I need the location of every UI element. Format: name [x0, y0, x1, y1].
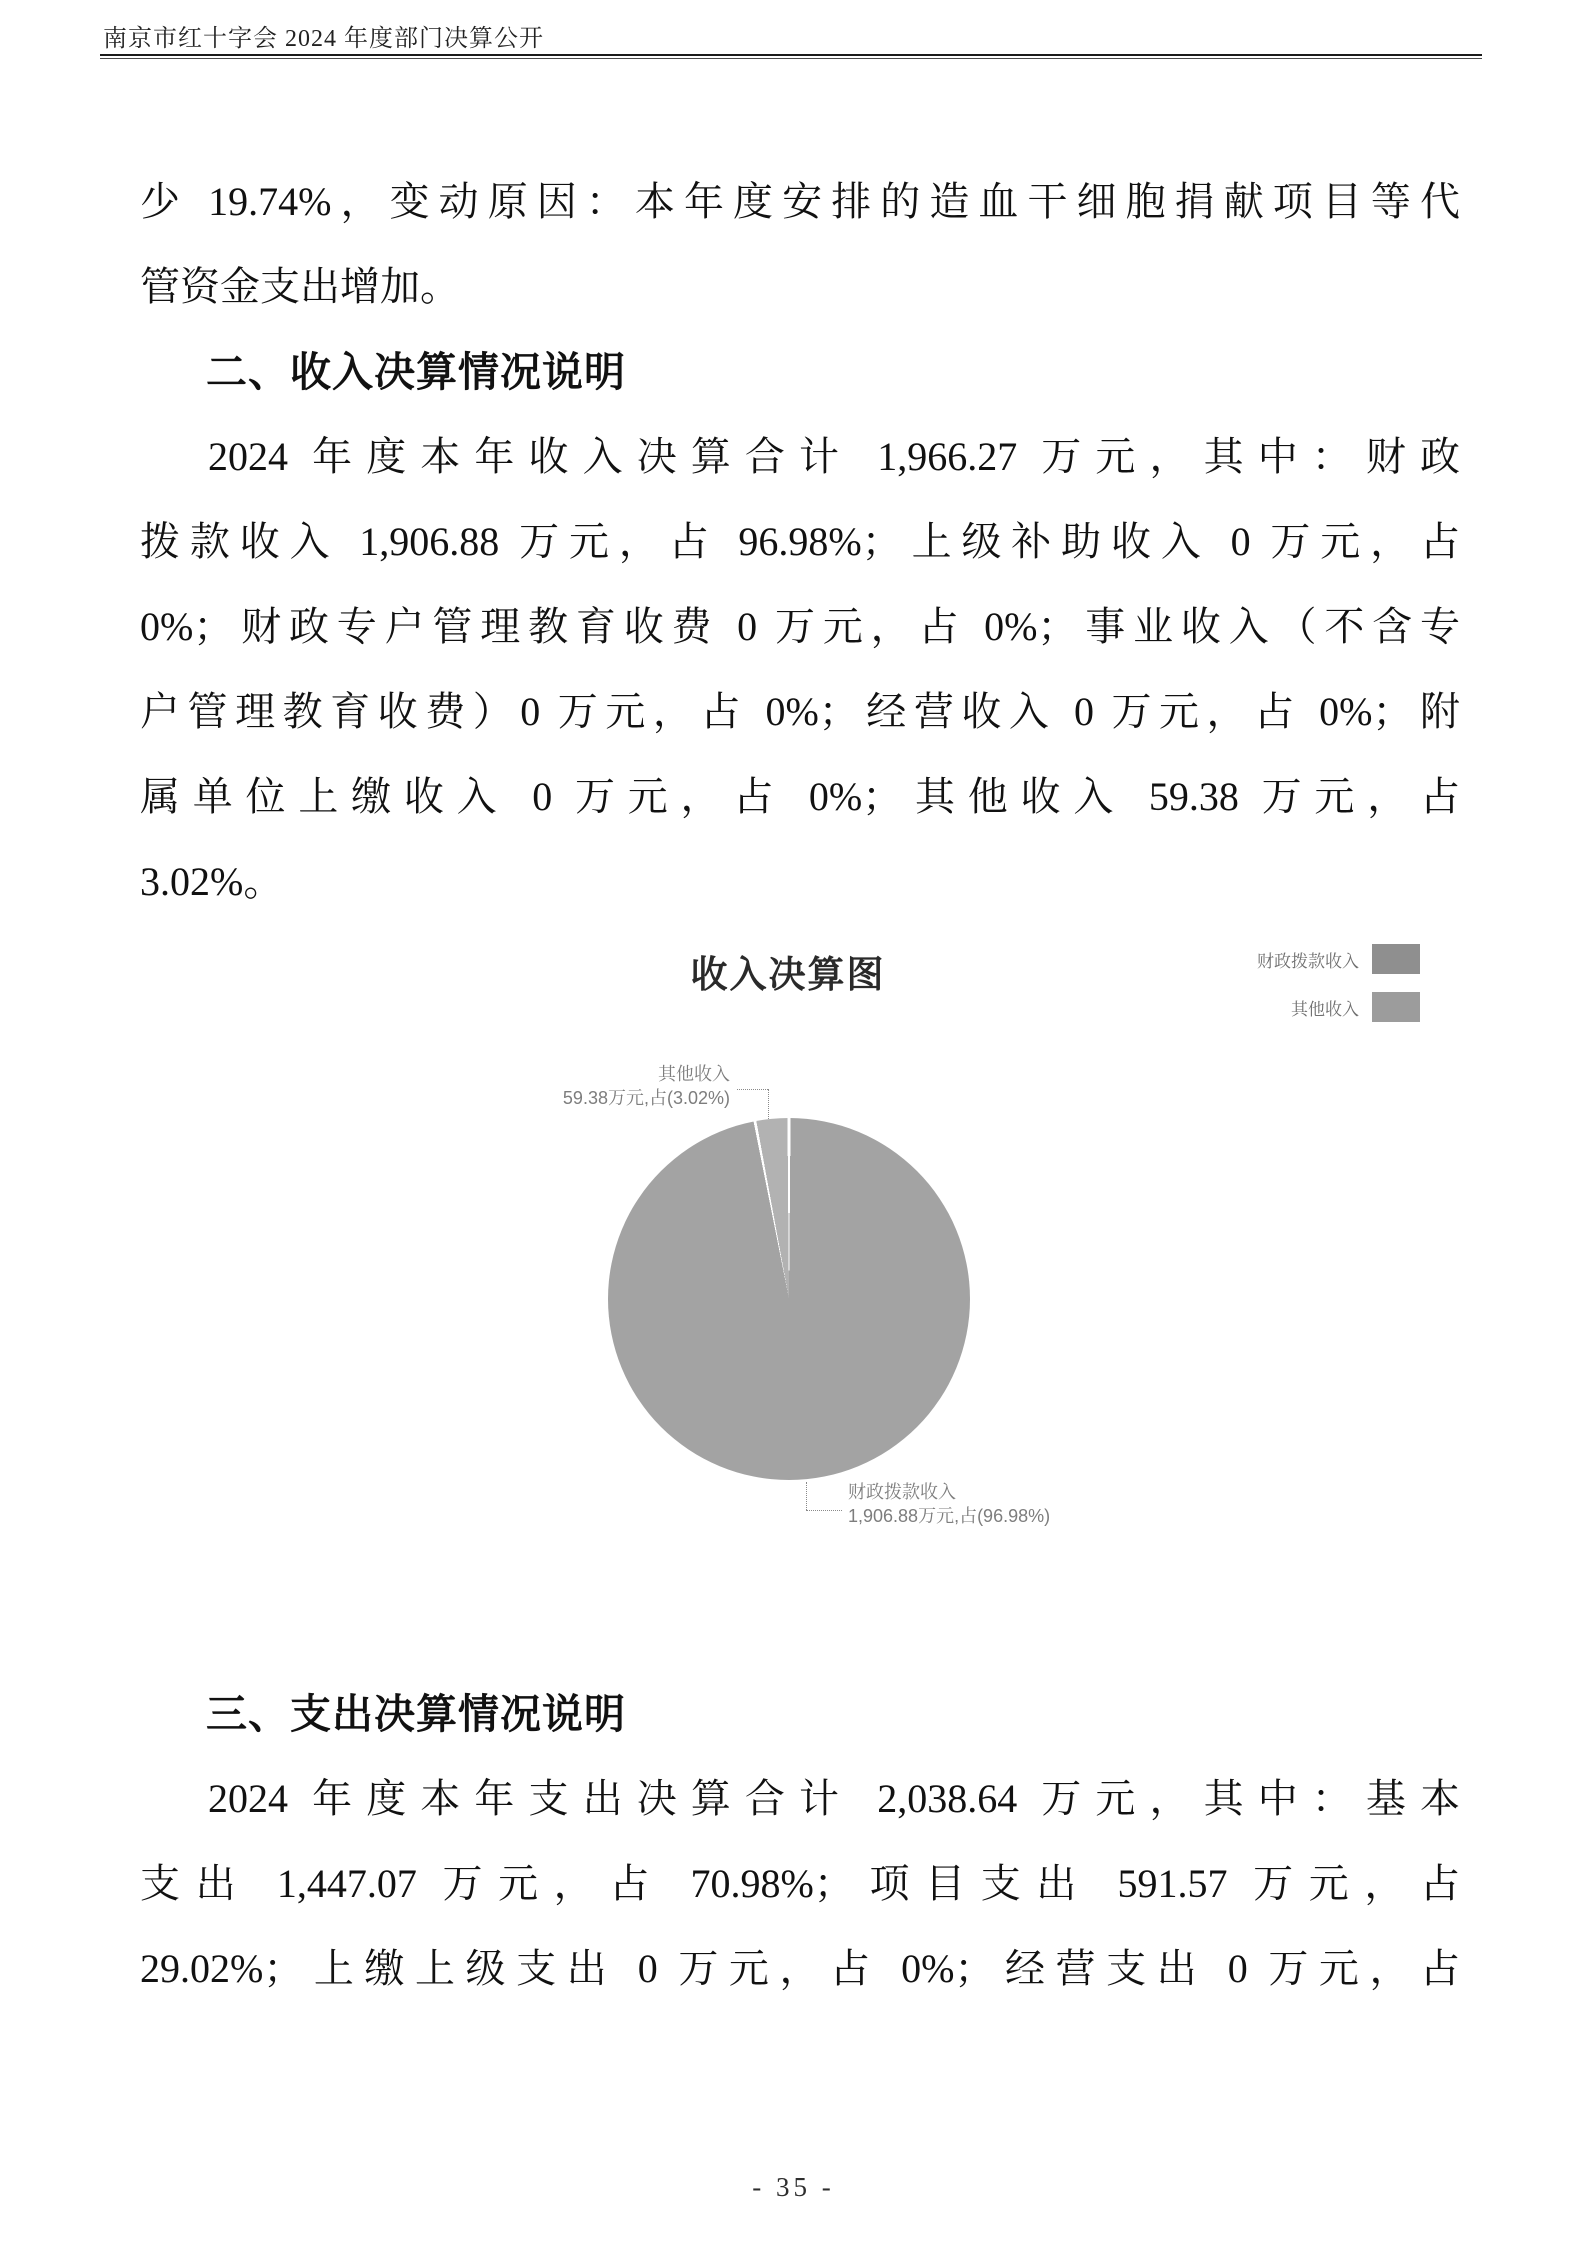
chart-title: 收入决算图	[690, 954, 886, 995]
paragraph-line: 户管理教育收费）0 万元，占 0%；经营收入 0 万元，占 0%；附	[140, 689, 1460, 734]
header-rule-thick	[100, 54, 1482, 56]
section3-heading: 三、支出决算情况说明	[206, 1691, 626, 1737]
leader-line	[737, 1089, 768, 1090]
paragraph-line: 少 19.74%，变动原因：本年度安排的造血干细胞捐献项目等代	[140, 179, 1460, 224]
pie-callout-fiscal-value: 1,906.88万元,占(96.98%)	[848, 1506, 1051, 1526]
legend-item-other	[1291, 992, 1420, 1022]
paragraph-line: 支出 1,447.07 万元，占 70.98%；项目支出 591.57 万元，占	[140, 1861, 1460, 1906]
paragraph-line: 属单位上缴收入 0 万元，占 0%；其他收入 59.38 万元，占	[140, 774, 1460, 819]
legend-swatch-fiscal-icon	[1372, 944, 1420, 974]
leader-line	[806, 1510, 842, 1511]
pie-callout-fiscal	[848, 1480, 1050, 1528]
pie-callout-other-value: 59.38万元,占(3.02%)	[562, 1088, 730, 1108]
pie-callout-other-name: 其他收入	[658, 1064, 730, 1084]
paragraph-line: 29.02%；上缴上级支出 0 万元，占 0%；经营支出 0 万元，占	[140, 1946, 1460, 1991]
legend-item-fiscal	[1257, 944, 1420, 974]
page-header-title: 南京市红十字会 2024 年度部门决算公开	[103, 26, 544, 52]
pie-callout-fiscal-name: 财政拨款收入	[848, 1482, 956, 1502]
paragraph-line: 0%；财政专户管理教育收费 0 万元，占 0%；事业收入（不含专	[140, 604, 1460, 649]
paragraph-line: 2024 年度本年支出决算合计 2,038.64 万元，其中：基本	[208, 1776, 1460, 1821]
paragraph-line: 2024 年度本年收入决算合计 1,966.27 万元，其中：财政	[208, 434, 1460, 479]
paragraph-line: 拨款收入 1,906.88 万元，占 96.98%；上级补助收入 0 万元，占	[140, 519, 1460, 564]
leader-line	[806, 1482, 807, 1510]
chart-legend	[1257, 944, 1420, 1022]
paragraph-line: 3.02%。	[140, 859, 284, 904]
leader-line	[768, 1089, 769, 1119]
legend-swatch-other-icon	[1372, 992, 1420, 1022]
legend-label-fiscal: 财政拨款收入	[1257, 951, 1359, 971]
pie-callout-other	[563, 1062, 730, 1110]
section2-heading: 二、收入决算情况说明	[206, 349, 626, 395]
legend-label-other: 其他收入	[1291, 999, 1359, 1019]
income-pie-chart	[608, 1118, 970, 1480]
paragraph-line: 管资金支出增加。	[140, 264, 460, 309]
page-number: - 35 -	[752, 2172, 835, 2202]
header-rule-thin	[100, 58, 1482, 59]
